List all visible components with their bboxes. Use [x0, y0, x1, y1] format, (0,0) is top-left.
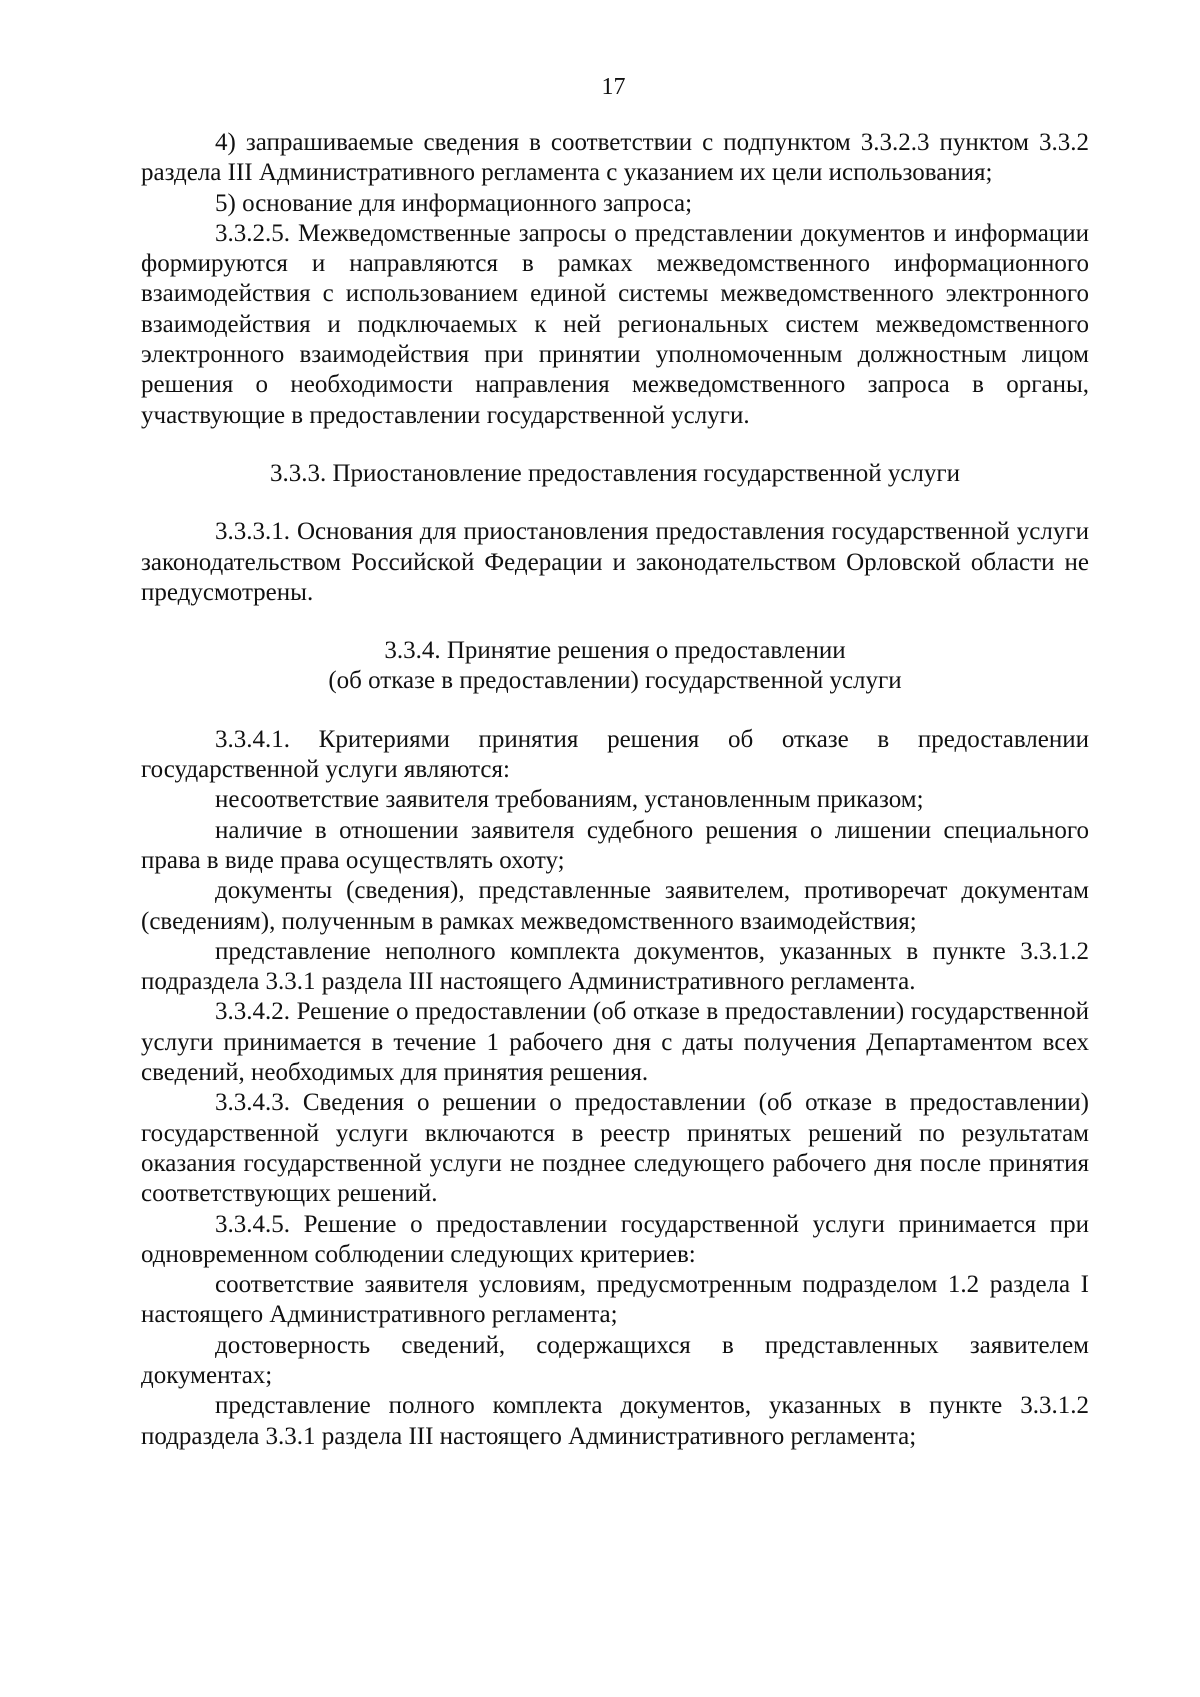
- criterion-complete-documents: представление полного комплекта документов, указанных в пункте 3.3.1.2 подраздела 3.3.1 раздела III настоящего Административного регламента;: [141, 1392, 1089, 1450]
- paragraph-3-3-4-2: 3.3.4.2. Решение о предоставлении (об отказе в предоставлении) государственной услуги принимается в течение 1 рабочего дня с даты получения Департаментом всех сведений, необходимых для принятия решения.: [141, 998, 1089, 1087]
- criterion-noncompliance: несоответствие заявителя требованиям, установленным приказом;: [215, 786, 924, 814]
- paragraph-3-3-4-3: 3.3.4.3. Сведения о решении о предоставлении (об отказе в предоставлении) государственной услуги включаются в реестр принятых решений по результатам оказания государственной услуги не позднее следующего рабочего дня после принятия соответствующих решений.: [141, 1089, 1089, 1208]
- criterion-incomplete-documents: представление неполного комплекта документов, указанных в пункте 3.3.1.2 подраздела 3.3.1 раздела III настоящего Административного регламента.: [141, 937, 1089, 996]
- criterion-contradicting-documents: документы (сведения), представленные заявителем, противоречат документам (сведениям), полученным в рамках межведомственного взаимодействия;: [141, 877, 1089, 935]
- document-body: [141, 128, 1089, 1452]
- criterion-applicant-conditions: соответствие заявителя условиям, предусмотренным подразделом 1.2 раздела I настоящего Административного регламента;: [141, 1271, 1089, 1329]
- section-heading-3-3-4: [141, 636, 1089, 697]
- paragraph-3-3-4-1: 3.3.4.1. Критериями принятия решения об отказе в предоставлении государственной услуги являются:: [141, 725, 1089, 784]
- paragraph-3-3-2-5: 3.3.2.5. Межведомственные запросы о представлении документов и информации формируются и направляются в рамках межведомственного информационного взаимодействия с использованием единой системы межведомственного электронного взаимодействия и подключаемых к ней региональных систем межведомственного электронного взаимодействия при принятии уполномоченным должностным лицом решения о необходимости направления межведомственного запроса в органы, участвующие в предоставлении государственной услуги.: [141, 219, 1089, 429]
- paragraph-3-3-4-5: 3.3.4.5. Решение о предоставлении государственной услуги принимается при одновременном соблюдении следующих критериев:: [141, 1210, 1089, 1268]
- paragraph-3-3-3-1: 3.3.3.1. Основания для приостановления предоставления государственной услуги законодательством Российской Федерации и законодательством Орловской области не предусмотрены.: [141, 518, 1089, 606]
- list-item-request-basis: 5) основание для информационного запроса;: [215, 189, 693, 217]
- section-heading-3-3-4-line1: 3.3.4. Принятие решения о предоставлении: [384, 637, 846, 665]
- criterion-reliable-information: достоверность сведений, содержащихся в представленных заявителем документах;: [141, 1331, 1089, 1389]
- page-number: 17: [601, 74, 626, 100]
- section-heading-3-3-4-line2: (об отказе в предоставлении) государственной услуги: [328, 667, 902, 695]
- list-item-requested-info: 4) запрашиваемые сведения в соответствии с подпунктом 3.3.2.3 пунктом 3.3.2 раздела III Административного регламента с указанием их цели использования;: [141, 129, 1089, 187]
- section-heading-3-3-3: 3.3.3. Приостановление предоставления государственной услуги: [269, 459, 961, 487]
- criterion-court-decision: наличие в отношении заявителя судебного решения о лишении специального права в виде права осуществлять охоту;: [141, 816, 1089, 874]
